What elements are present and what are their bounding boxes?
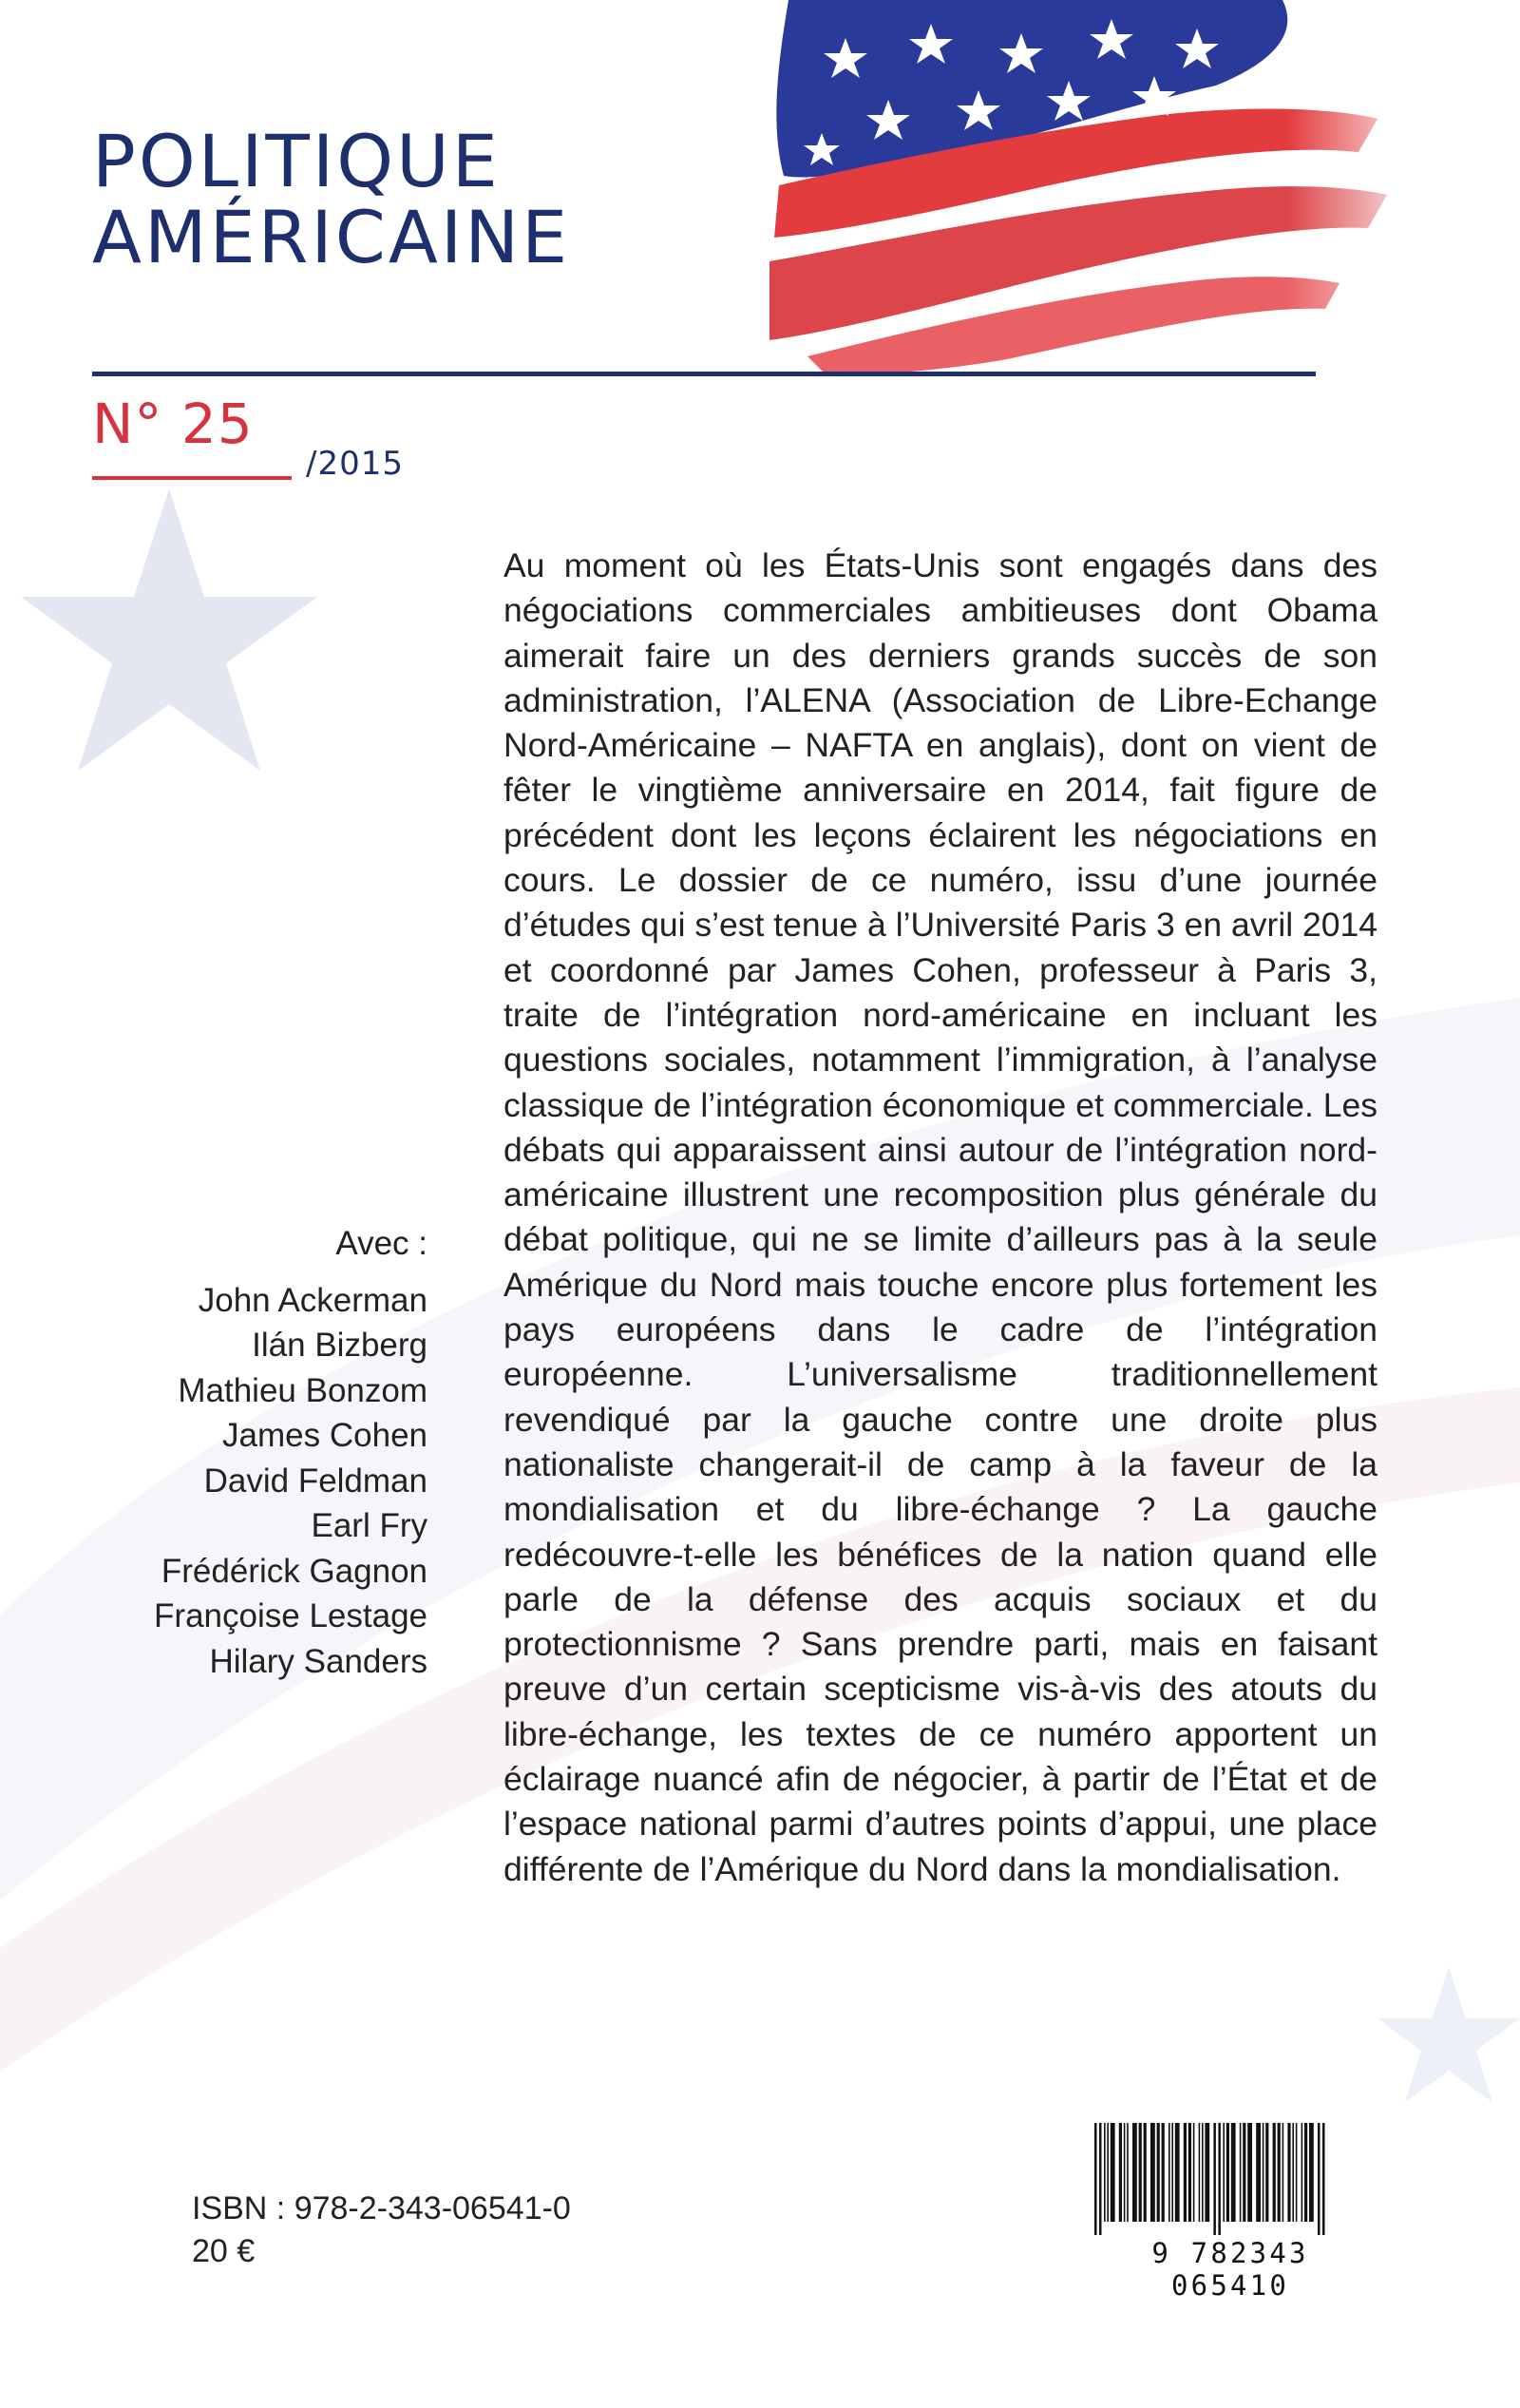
journal-title [92,119,571,279]
barcode-bar [1256,2123,1261,2222]
issue-number: N° 25 [92,392,254,456]
barcode-bar [1139,2123,1142,2222]
american-flag-illustration [770,0,1434,375]
barcode-bar [1226,2123,1229,2222]
barcode-bar [1175,2123,1180,2222]
barcode-bar [1218,2123,1221,2235]
barcode-bar [1318,2123,1320,2235]
barcode-bars [1085,2123,1376,2235]
barcode-bar [1287,2123,1290,2222]
barcode-bar [1322,2123,1325,2235]
contributor-name: Earl Fry [311,1507,428,1544]
contributor-name: Hilary Sanders [209,1642,428,1680]
barcode-bar [1171,2123,1173,2222]
barcode-bar [1231,2123,1236,2222]
issue-summary: Au moment où les États-Unis sont engagés dans des négociations commerciales ambitieuses dont Obama aimerait faire un des derniers grands succès de son administration, l’ALENA (Association de Libre-Echange Nord-Américaine – NAFTA en anglais), dont on vient de fêter le vingtième anniversaire en 2014, fait figure de précédent dont les leçons éclairent les négociations en cours. Le dossier de ce numéro, issu d’une journée d’études qui s’est tenue à l’Université Paris 3 en avril 2014 et coordonné par James Cohen, professeur à Paris 3, traite de l’intégration nord-américaine en incluant les questions sociales, notamment l’immigration, à l’analyse classique de l’intégration économique et commerciale. Les débats qui apparaissent ainsi autour de l’intégration nord-américaine illustrent une recomposition plus générale du débat politique, qui ne se limite d’ailleurs pas à la seule Amérique du Nord mais touche encore plus fortement les pays européens dans le cadre de l’intégration européenne. L’universalisme traditionnellement revendiqué par la gauche contre une droite plus nationaliste changerait-il de camp à la faveur de la mondialisation et du libre-échange ? La gauche redécouvre-t-elle les bénéfices de la nation quand elle parle de la défense des acquis sociaux et du protectionnisme ? Sans prendre parti, mais en faisant preuve d’un certain scepticisme vis-à-vis des atouts du libre-échange, les textes de ce numéro apportent un éclairage nuancé afin de négocier, à partir de l’État et de l’espace national parmi d’autres points d’appui, une place différente de l’Amérique du Nord dans la mondialisation. [504,546,1378,1888]
contributor-name: Françoise Lestage [154,1597,428,1634]
barcode-bar [1168,2123,1170,2222]
barcode-bar [1240,2123,1242,2222]
barcode-bar [1111,2123,1115,2222]
contributor-name: David Feldman [203,1462,428,1500]
contributor-name: Frédérick Gagnon [161,1552,428,1590]
publication-info [192,2188,571,2273]
barcode-bar [1309,2123,1314,2222]
watermark-star [21,489,317,771]
barcode-bar [1278,2123,1281,2222]
barcode-bar [1199,2123,1201,2222]
journal-title-line2: AMÉRICAINE [92,195,571,279]
contributor-name: James Cohen [222,1417,428,1454]
barcode-bar [1184,2123,1187,2222]
barcode-bar [1157,2123,1160,2222]
barcode-bar [1292,2123,1294,2222]
barcode-bar [1094,2123,1097,2235]
barcode-bar [1144,2123,1147,2222]
issue-underline [92,476,292,480]
barcode-bar [1223,2123,1225,2222]
barcode-bar [1296,2123,1298,2222]
price: 20 € [192,2233,256,2269]
issue-year: /2015 [306,445,404,483]
barcode-bar [1202,2123,1204,2222]
barcode-bar [1127,2123,1129,2222]
barcode-bar [1132,2123,1137,2222]
barcode-bar [1193,2123,1195,2222]
contributor-name: Ilán Bizberg [252,1327,428,1364]
contributors-label: Avec : [335,1225,428,1262]
barcode-digits: 9 782343 065410 [1151,2237,1309,2302]
barcode-bar [1188,2123,1191,2222]
barcode-bar [1124,2123,1126,2222]
barcode-bar [1099,2123,1102,2235]
barcode-bar [1304,2123,1307,2222]
barcode-bar [1107,2123,1109,2222]
barcode [1085,2115,1376,2302]
barcode-bar [1263,2123,1264,2222]
contributor-name: Mathieu Bonzom [178,1371,428,1409]
barcode-bar [1247,2123,1252,2222]
contributors-list [86,1278,428,1685]
barcode-bar [1213,2123,1216,2235]
barcode-bar [1302,2123,1303,2222]
journal-title-line1: POLITIQUE [92,119,501,203]
isbn: ISBN : 978-2-343-06541-0 [192,2190,571,2226]
barcode-bar [1162,2123,1165,2222]
watermark-star-small [1378,1967,1520,2102]
barcode-bar [1104,2123,1106,2222]
title-divider [92,372,1316,376]
barcode-bar [1282,2123,1284,2222]
contributor-name: John Ackerman [198,1281,428,1319]
barcode-bar [1119,2123,1122,2222]
barcode-bar [1273,2123,1276,2222]
barcode-bar [1243,2123,1245,2222]
barcode-bar [1205,2123,1209,2222]
barcode-bar [1265,2123,1268,2222]
barcode-bar [1150,2123,1155,2222]
contributors-block [86,1221,428,1684]
